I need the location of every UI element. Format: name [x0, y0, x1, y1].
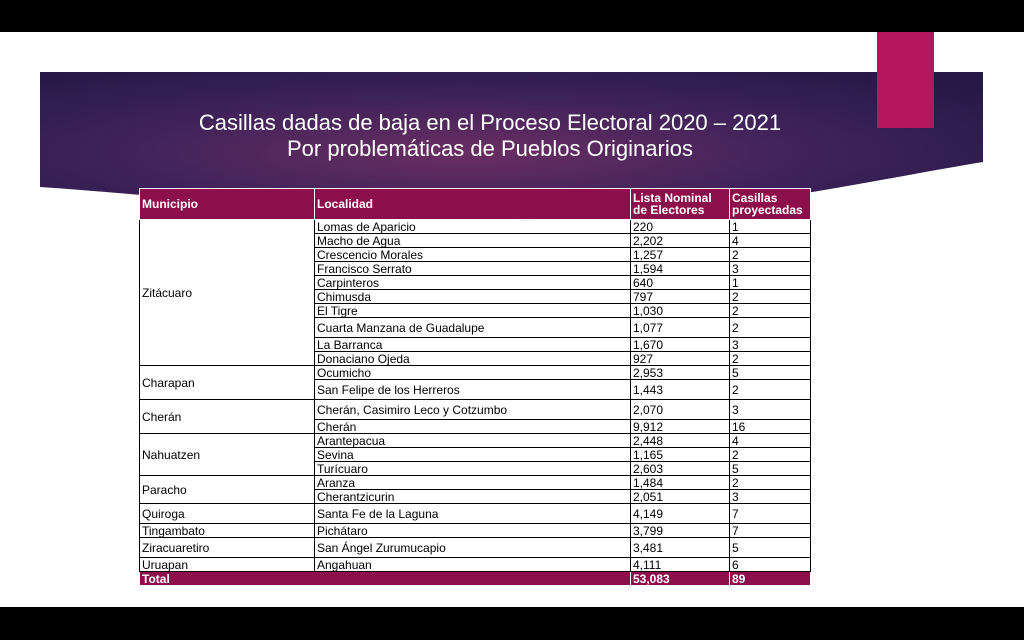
table-row	[140, 476, 811, 490]
total-row	[140, 572, 811, 586]
localidad-cell: Ocumicho	[315, 366, 631, 380]
total-lista: 53,083	[631, 572, 730, 586]
casillas-cell: 3	[730, 262, 811, 276]
localidad-cell: Carpinteros	[315, 276, 631, 290]
localidad-cell: Lomas de Aparicio	[315, 220, 631, 234]
lista-cell: 2,953	[631, 366, 730, 380]
casillas-cell: 1	[730, 276, 811, 290]
localidad-cell: San Ángel Zurumucapio	[315, 538, 631, 558]
table-row	[140, 538, 811, 558]
lista-cell: 1,670	[631, 338, 730, 352]
table-row	[140, 366, 811, 380]
total-label: Total	[140, 572, 631, 586]
lista-cell: 3,799	[631, 524, 730, 538]
casillas-cell: 1	[730, 220, 811, 234]
localidad-cell: Macho de Agua	[315, 234, 631, 248]
lista-cell: 1,484	[631, 476, 730, 490]
lista-cell: 1,077	[631, 318, 730, 338]
lista-cell: 1,257	[631, 248, 730, 262]
municipio-cell: Quiroga	[140, 504, 315, 524]
casillas-cell: 2	[730, 318, 811, 338]
casillas-cell: 4	[730, 234, 811, 248]
header-localidad: Localidad	[315, 189, 631, 220]
lista-cell: 3,481	[631, 538, 730, 558]
lista-cell: 220	[631, 220, 730, 234]
localidad-cell: Cuarta Manzana de Guadalupe	[315, 318, 631, 338]
localidad-cell: Santa Fe de la Laguna	[315, 504, 631, 524]
lista-cell: 640	[631, 276, 730, 290]
header-casillas: Casillas proyectadas	[730, 189, 811, 220]
table-row	[140, 558, 811, 572]
table-row	[140, 220, 811, 234]
localidad-cell: Cherantzicurin	[315, 490, 631, 504]
header-lista-nominal: Lista Nominal de Electores	[631, 189, 730, 220]
casillas-cell: 5	[730, 462, 811, 476]
localidad-cell: El Tigre	[315, 304, 631, 318]
lista-cell: 2,070	[631, 400, 730, 420]
casillas-cell: 2	[730, 248, 811, 262]
municipio-cell: Paracho	[140, 476, 315, 504]
localidad-cell: Sevina	[315, 448, 631, 462]
casillas-cell: 5	[730, 366, 811, 380]
lista-cell: 797	[631, 290, 730, 304]
table-row	[140, 524, 811, 538]
table-row	[140, 400, 811, 420]
casillas-cell: 2	[730, 352, 811, 366]
casillas-cell: 16	[730, 420, 811, 434]
municipio-cell: Tingambato	[140, 524, 315, 538]
lista-cell: 4,111	[631, 558, 730, 572]
casillas-cell: 2	[730, 448, 811, 462]
data-table	[139, 188, 811, 586]
header-municipio: Municipio	[140, 189, 315, 220]
casillas-cell: 2	[730, 304, 811, 318]
lista-cell: 1,030	[631, 304, 730, 318]
slide-title	[140, 110, 840, 162]
casillas-cell: 5	[730, 538, 811, 558]
lista-cell: 2,603	[631, 462, 730, 476]
casillas-cell: 2	[730, 476, 811, 490]
localidad-cell: Pichátaro	[315, 524, 631, 538]
title-line-2: Por problemáticas de Pueblos Originarios	[287, 136, 693, 161]
lista-cell: 1,443	[631, 380, 730, 400]
localidad-cell: San Felipe de los Herreros	[315, 380, 631, 400]
localidad-cell: Angahuan	[315, 558, 631, 572]
lista-cell: 1,165	[631, 448, 730, 462]
title-line-1: Casillas dadas de baja en el Proceso Electoral 2020 – 2021	[198, 110, 782, 135]
localidad-cell: Aranza	[315, 476, 631, 490]
lista-cell: 2,202	[631, 234, 730, 248]
localidad-cell: La Barranca	[315, 338, 631, 352]
table-row	[140, 504, 811, 524]
localidad-cell: Chimusda	[315, 290, 631, 304]
localidad-cell: Francisco Serrato	[315, 262, 631, 276]
lista-cell: 2,051	[631, 490, 730, 504]
casillas-cell: 3	[730, 490, 811, 504]
casillas-cell: 7	[730, 524, 811, 538]
localidad-cell: Cherán, Casimiro Leco y Cotzumbo	[315, 400, 631, 420]
table-header-row	[140, 189, 811, 220]
slide	[0, 32, 1024, 607]
municipio-cell: Charapan	[140, 366, 315, 400]
casillas-cell: 3	[730, 400, 811, 420]
table-row	[140, 434, 811, 448]
municipio-cell: Uruapan	[140, 558, 315, 572]
localidad-cell: Cherán	[315, 420, 631, 434]
municipio-cell: Nahuatzen	[140, 434, 315, 476]
casillas-cell: 2	[730, 380, 811, 400]
lista-cell: 927	[631, 352, 730, 366]
casillas-cell: 2	[730, 290, 811, 304]
pink-accent-tab	[877, 32, 934, 128]
total-casillas: 89	[730, 572, 811, 586]
casillas-cell: 3	[730, 338, 811, 352]
municipio-cell: Zitácuaro	[140, 220, 315, 366]
casillas-cell: 4	[730, 434, 811, 448]
casillas-cell: 6	[730, 558, 811, 572]
casillas-cell: 7	[730, 504, 811, 524]
localidad-cell: Crescencio Morales	[315, 248, 631, 262]
municipio-cell: Cherán	[140, 400, 315, 434]
localidad-cell: Donaciano Ojeda	[315, 352, 631, 366]
localidad-cell: Arantepacua	[315, 434, 631, 448]
lista-cell: 1,594	[631, 262, 730, 276]
lista-cell: 9,912	[631, 420, 730, 434]
municipio-cell: Ziracuaretiro	[140, 538, 315, 558]
lista-cell: 4,149	[631, 504, 730, 524]
lista-cell: 2,448	[631, 434, 730, 448]
localidad-cell: Turícuaro	[315, 462, 631, 476]
